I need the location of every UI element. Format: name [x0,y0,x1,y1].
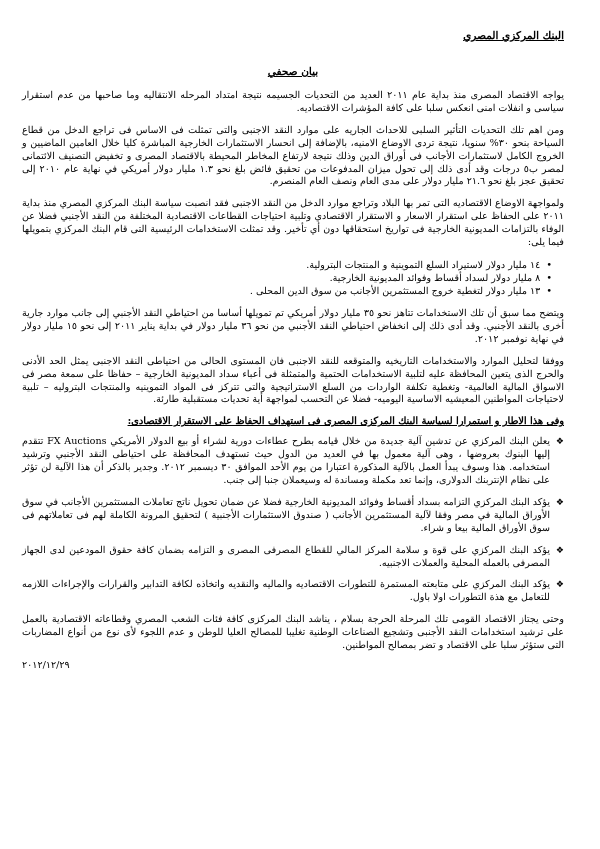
measures-subheading: وفى هذا الاطار و استمرارا لسياسة البنك المركزى المصرى فى استهداف الحفاظ على الاستقرار الاقتصادى: [127,416,564,428]
paragraph-policy: ولمواجهة الاوضاع الاقتصاديه التى تمر بها البلاد وتراجع موارد الدخل من النقد الاجنبى فقد انصبت سياسة البنك المركزي المصري منذ بداية ٢٠١١ على الحفاظ على استقرار الاسعار و الاستقرار الاقتصادي وتلبية احتياجات القطاعات الاقتصادية المختلفة من النقد الأجنبي فضلا عن الوفاء بالتزامات المديونية الخارجية فى تواريخ استحقاقها دون أي تأخير. وقد تمثلت الاستخدامات الرئيسية التى قام البنك المركزي بتمويلها فيما يلى: [22,198,564,249]
paragraph-analysis: ووفقا لتحليل الموارد والاستخدامات التاريخيه والمتوقعه للنقد الاجنبى فان المستوى الحالى من احتياطى النقد الاجنبى يمثل الحد الأدنى والحرج الذى يتعين المحافظة عليه لتلبية الاستخدامات الحتمية والمتمثلة فى أعباء سداد المديونية الخارجية – حفاظا على سمعة مصر فى الاسواق المالية العالمية- وتغطية تكلفة الواردات من السلع الاستراتيجية والتى تتركز فى المواد التموينيه والمنتجات البتروليه – تلبية لاحتياجات المواطنين المعيشيه الاساسية اليوميه- فضلا عن التحسب لمواجهة أية تحديات مستقبلية طارئة. [22,355,564,406]
list-item-text: يؤكد البنك المركزي التزامه بسداد أقساط وفوائد المديونية الخارجية فضلا عن ضمان تحويل ناتج تعاملات المستثمرين الأجانب في سوق الأوراق المالية في مصر وفقا لآلية المستثمرين الأجانب ( صندوق الاستثمارات الأجنبية ) لتحقيق المرونة الكاملة لهم فى تعاملاتهم فى سوق الأوراق المالية بيعا و شراء. [22,496,550,534]
list-item: • ٨ مليار دولار لسداد أقساط وفوائد المديونية الخارجية. [22,272,552,285]
list-item [22,436,564,488]
bullet-icon: ❖ [555,497,564,508]
bullet-icon: ❖ [555,437,564,448]
list-item [22,545,564,571]
list-item-text: يؤكد البنك المركزي على قوة و سلامة المركز المالي للقطاع المصرفى المصرى و التزامه بضمان كافة حقوق المودعين لدى الجهاز المصرفى بالعمله المحلية والعملات الاجنبيه. [22,544,550,569]
paragraph-reserves: ويتضح مما سبق أن تلك الاستخدامات تتاهز نحو ٣٥ مليار دولار أمريكي تم تمويلها أساسا من احتياطي النقد الأجنبي إلى جانب موارد جارية أخرى بالنقد الأجنبي. وقد أدى ذلك إلى انخفاض احتياطي النقد الأجنبي من نحو ٣٦ مليار دولار في بداية يناير ٢٠١١ إلى نحو ١٥ مليار دولار في نهاية نوفمبر ٢٠١٢. [22,307,565,345]
document-title: بيان صحفي [267,66,319,78]
paragraph-challenges: ومن اهم تلك التحديات التأثير السلبى للاحداث الجاريه على موارد النقد الاجنبى والتى تمثلت فى الاساس فى تراجع الدخل من قطاع السياحة بنحو ٣٠% سنويا، نتيجة تردى الاوضاع الامنيه، بالإضافة إلى انحسار الاستثمارات الخارجية المباشرة كليا خلال العامين الماضيين و الخروج الكامل لاستثمارات الأجانب فى أوراق الدين وذلك نتيجة لارتفاع المخاطر المحيطة بالاقتصاد المصرى و تخفيض التصنيف الائتمانى لمصر ب٥ درجات وقد أدى ذلك إلى تحول ميزان المدفوعات من تحقيق فائض بلغ نحو ١.٣ مليار دولار أمريكي في نهاية عام ٢٠١٠ إلى تحقيق عجز بلغ نحو ٢١.٦ مليار دولار على مدى العام ونصف العام المنصرم. [22,124,565,188]
list-item-text: يؤكد البنك المركزي على متابعته المستمرة للتطورات الاقتصاديه والماليه والنقديه واتخاذه لكافة التدابير والقرارات والإجراءات اللازمه للتعامل مع هذة التطورات اولا باول. [22,579,550,604]
list-item: • ١٣ مليار دولار لتغطية خروج المستثمرين الأجانب من سوق الدين المحلى . [22,285,552,298]
bullet-icon: ❖ [555,580,564,591]
list-item [22,497,564,536]
paragraph-intro: يواجه الاقتصاد المصرى منذ بداية عام ٢٠١١ العديد من التحديات الجسيمه نتيجة امتداد المرحله الانتقاليه وما صاحبها من عدم استقرار سياسى و انفلات امنى انعكس سلبا على كافة المؤشرات الاقتصاديه. [22,90,564,114]
bullet-icon: ❖ [555,545,564,556]
list-item [22,579,564,605]
document-date: ٢٠١٢/١٢/٢٩ [22,660,70,671]
uses-list [22,259,564,298]
paragraph-closing: وحتى يجتاز الاقتصاد القومى تلك المرحلة الحرجة بسلام ، يناشد البنك المركزى كافة فئات الشعب المصري وقطاعاته الاقتصادية بالعمل على ترشيد استخدامات النقد الأجنبى وتشجيع الصناعات الوطنية تغليبا للمصالح العليا للوطن و عدم اللجوء لأى نوع من أنواع المضاربات التى ستؤثر سلبا على الاقتصاد و تضر بمصالح المواطنين. [22,614,564,652]
measures-list [22,436,564,605]
bank-name-header: البنك المركزي المصري [463,30,564,42]
list-item: • ١٤ مليار دولار لاستيراد السلع التموينية و المنتجات البترولية. [22,259,552,272]
list-item-text: يعلن البنك المركزي عن تدشين آلية جديدة من خلال قيامه بطرح عطاءات دورية لشراء أو بيع الدولار الأمريكي FX Auctions تتقدم إليها البنوك بعروضها ، وهى آلية معمول بها في العديد من الدول حيث تستهدف المحافظة على احتياطى النقد الأجنبي وترشيد استخدامه. هذا وسوف يبدأ العمل بالآلية المذكورة اعتبارا من يوم الأحد الموافق ٣٠ ديسمبر ٢٠١٢. وجدير بالذكر أن هذا الآلية لن تؤثر على نظام الإنتربنك الدولارى، وإنما تعد مكملة ومساندة له وسيعملان جنبا إلى جنب. [22,436,550,487]
